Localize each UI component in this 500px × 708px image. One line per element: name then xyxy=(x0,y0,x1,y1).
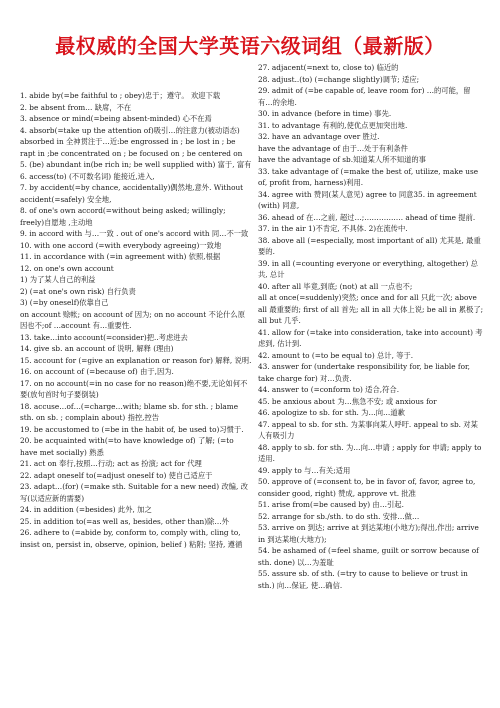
phrase-entry: 27. adjacent(=next to, close to) 临近的 xyxy=(258,63,399,72)
phrase-entry: 20. be acquainted with(=to have knowledge of) 了解; (=to have met socially) 熟悉 xyxy=(20,436,234,457)
phrase-entry: 6. access(to) (不可数名词) 能接近,进入, xyxy=(20,171,155,181)
phrase-entry: 31. to advantage 有利的,使优点更加突出地. xyxy=(258,120,408,130)
phrase-entry: 32. have an advantage over 胜过. xyxy=(258,132,380,141)
phrase-entry: 4. absorb(=take up the attention of)吸引…的注意力(被动语态) absorbed in 全神贯注于…近:be engrossed in ; be lost in ; be rapt in ;be concentrated on ; be focused on ; be centered on xyxy=(20,125,243,158)
phrase-entry: 30. in advance (before in time) 事先. xyxy=(258,109,392,118)
phrase-entry: 52. arrange for sb./sth. to do sth. 安排…做… xyxy=(258,511,420,521)
phrase-entry: 22. adapt oneself to(=adjust oneself to) 使自己适应于 xyxy=(20,470,213,480)
phrase-entry: have the advantage of 由于…处于有利条件 xyxy=(258,143,408,153)
phrase-entry: 9. in accord with 与…一致 . out of one's accord with 同…不一致 xyxy=(20,229,249,238)
phrase-entry: 17. on no account(=in no case for no reason)绝不要,无论如何不要(放句首时句子要倒装) xyxy=(20,378,248,399)
phrase-entry: 3. absence or mind(=being absent-minded) 心不在焉 xyxy=(20,114,212,123)
right-column xyxy=(258,62,484,591)
phrase-entry: 43. answer for (undertake responsibility for, be liable for, take charge for) 对…负责. xyxy=(258,362,470,383)
phrase-entry: 47. appeal to sb. for sth. 为某事向某人呼吁. appeal to sb. 对某人有吸引力 xyxy=(258,419,478,440)
phrase-entry: 50. approve of (=consent to, be in favor of, favor, agree to, consider good, right) 赞成, approve vt. 批准 xyxy=(258,477,476,498)
phrase-entry: 3) (=by oneself)依靠自己 xyxy=(20,298,109,307)
phrase-entry: 55. assure sb. of sth. (=try to cause to believe or trust in sth.) 向…保证, 使…确信. xyxy=(258,569,468,590)
phrase-entry: 51. arise from(=be caused by) 由…引起. xyxy=(258,500,404,509)
phrase-entry: 33. take advantage of (=make the best of, utilize, make use of, profit from, harness)利用. xyxy=(258,166,479,187)
phrase-entry: 14. give sb. an account of 说明, 解释 (理由) xyxy=(20,344,174,353)
phrase-entry: 44. answer to (=conform to) 适合,符合. xyxy=(258,385,400,394)
phrase-entry: 13. take…into account(=consider)把..考虑进去 xyxy=(20,332,188,342)
phrase-entry: 21. act on 奉行,按照…行动; act as 扮演; act for 代理 xyxy=(20,459,202,468)
phrase-entry: 29. admit of (=be capable of, leave room for) …的可能，留有…的余地. xyxy=(258,86,471,107)
phrase-entry: 11. in accordance with (=in agreement with) 依照,根据 xyxy=(20,252,221,261)
phrase-entry: 2) (=at one's own risk) 自行负责 xyxy=(20,286,136,296)
phrase-entry: 7. by accident(=by chance, accidentally)偶然地,意外. Without accident(=safely) 安全地, xyxy=(20,183,244,204)
phrase-entry: 38. above all (=especially, most important of all) 尤其是, 最重要的. xyxy=(258,235,481,256)
phrase-entry: 42. amount to (=to be equal to) 总计, 等于. xyxy=(258,350,414,360)
phrase-entry: 39. in all (=counting everyone or everything, altogether) 总共, 总计 xyxy=(258,258,478,279)
phrase-entry: 34. agree with 赞同(某人意见) agree to 同意35. in agreement (with) 同意, xyxy=(258,189,477,210)
phrase-entry: 25. in addition to(=as well as, besides, other than)除…外 xyxy=(20,516,229,526)
phrase-entry: 36. ahead of 在…之前, 超过…;……………. ahead of time 提前. xyxy=(258,212,476,222)
phrase-entry: 19. be accustomed to (=be in the habit of, be used to)习惯于. xyxy=(20,424,244,434)
phrase-entry: 54. be ashamed of (=feel shame, guilt or sorrow because of sth. done) 以…为羞耻 xyxy=(258,546,479,567)
phrase-entry: 10. with one accord (=with everybody agreeing)一致地 xyxy=(20,240,222,250)
phrase-entry: 37. in the air 1)不肯定, 不具体. 2)在流传中. xyxy=(258,224,408,233)
phrase-entry: 48. apply to sb. for sth. 为…向…申请 ; apply for 申请; apply to 适用. xyxy=(258,442,482,463)
phrase-entry: 2. be absent from… 缺席，不在 xyxy=(20,102,132,112)
phrase-entry: 18. accuse…of…(=charge…with; blame sb. for sth. ; blame sth. on sb. ; complain about) 指控,控告 xyxy=(20,401,239,422)
phrase-entry: 1. abide by(=be faithful to ; obey)忠于；遵守。 欢迎下载 xyxy=(20,91,221,100)
phrase-entry: 53. arrive on 到达; arrive at 到达某地(小地方);得出,作出; arrive in 到达某地(大地方); xyxy=(258,523,479,544)
phrase-entry: have the advantage of sb.知道某人所不知道的事 xyxy=(258,155,426,164)
phrase-entry: 26. adhere to (=abide by, conform to, comply with, cling to, insist on, persist in, observe, opinion, belief ) 粘附; 坚持, 遵循 xyxy=(20,528,243,549)
page-title: 最权威的全国大学英语六级词组（最新版） xyxy=(55,34,445,58)
phrase-entry: 12. on one's own account xyxy=(20,263,114,273)
phrase-entry: 49. apply to 与…有关;适用 xyxy=(258,465,351,475)
phrase-entry: on account 赊帐; on account of 因为; on no account 不论什么原因也不;of …account 有…重要性. xyxy=(20,309,245,330)
phrase-entry: 41. allow for (=take into consideration, take into account) 考虑到, 估计到. xyxy=(258,327,483,348)
phrase-entry: 40. after all 毕竟,到底; (not) at all 一点也不; xyxy=(258,281,413,291)
phrase-entry: all at once(=suddenly)突然; once and for all 只此一次; above all 最重要的; first of all 首先; all in all 大体上说; be all in 累极了; all but 几乎. xyxy=(258,293,484,325)
phrase-entry: 46. apologize to sb. for sth. 为…向…道歉 xyxy=(258,408,405,417)
phrase-entry: 8. of one's own accord(=without being asked; willingly; freely)自愿地 ,主动地 xyxy=(20,206,226,227)
phrase-entry: 1) 为了某人自己的利益 xyxy=(20,275,96,284)
phrase-entry: 45. be anxious about 为…焦急不安; 或 anxious for xyxy=(258,396,437,406)
left-column xyxy=(20,90,252,550)
phrase-entry: 15. account for (=give an explanation or reason for) 解释, 说明. xyxy=(20,355,252,365)
phrase-entry: 24. in addition (=besides) 此外, 加之 xyxy=(20,505,152,514)
phrase-entry: 23. adapt…(for) (=make sth. Suitable for a new need) 改编, 改写(以适应新的需要) xyxy=(20,482,248,503)
phrase-entry: 5. (be) abundant in(be rich in; be well supplied with) 富于, 富有 xyxy=(20,160,252,169)
phrase-entry: 16. on account of (=because of) 由于,因为. xyxy=(20,367,174,376)
phrase-entry: 28. adjust..(to) (=change slightly)调节; 适应; xyxy=(258,74,420,84)
